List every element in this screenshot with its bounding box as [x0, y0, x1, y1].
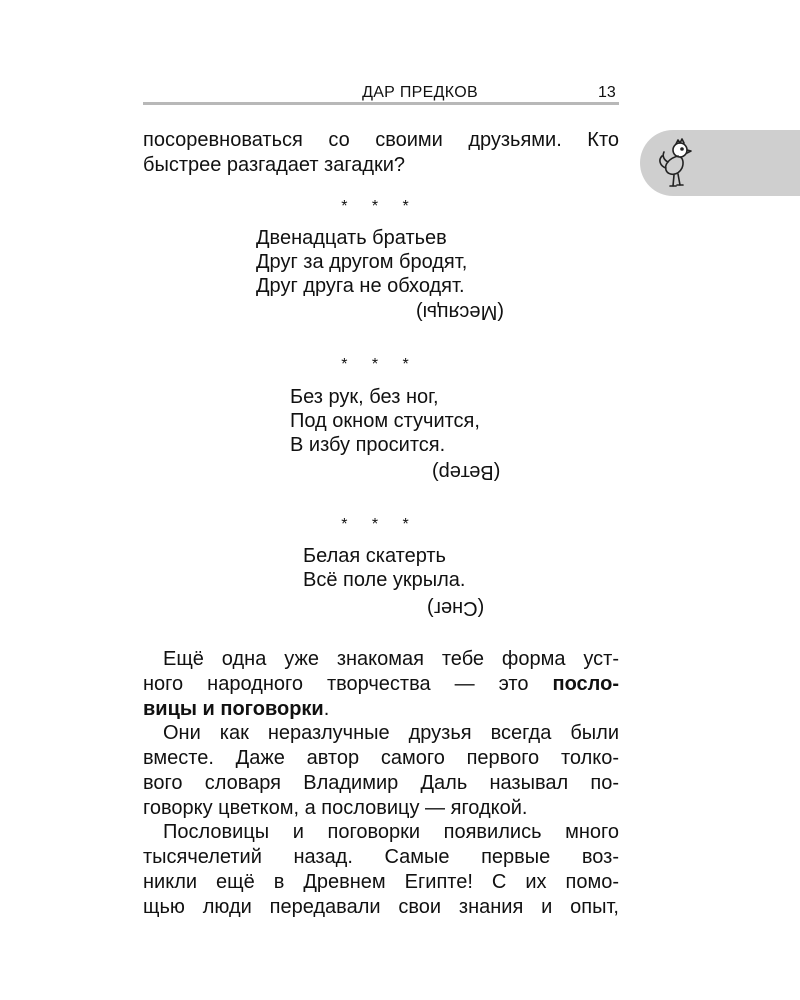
paragraph-3-line-2: тысячелетий назад. Самые первые воз- [143, 846, 619, 868]
paragraph-3-line-1: Пословицы и поговорки появились много [163, 821, 619, 843]
riddle-2-line-3: В избу просится. [290, 434, 446, 456]
intro-line-1: посоревноваться со своими друзьями. Кто [143, 129, 619, 151]
paragraph-2-line-4: говорку цветком, а пословицу — ягодкой. [143, 797, 528, 819]
side-tab [640, 130, 800, 196]
paragraph-1-period: . [323, 698, 330, 720]
riddle-1-line-3: Друг друга не обходят. [256, 275, 465, 297]
paragraph-2-line-2: вместе. Даже автор самого первого толко- [143, 747, 619, 769]
riddle-separator: * * * [341, 198, 419, 215]
page-number: 13 [598, 84, 616, 101]
riddle-3-line-2: Всё поле укрыла. [303, 569, 466, 591]
paragraph-2-line-3: вого словаря Владимир Даль называл по- [143, 772, 619, 794]
header-divider [143, 102, 619, 105]
paragraph-1-bold-term: вицы и поговорки [143, 698, 324, 720]
riddle-separator: * * * [341, 356, 419, 373]
running-header-title: ДАР ПРЕДКОВ [362, 84, 478, 101]
riddle-1-line-2: Друг за другом бродят, [256, 251, 468, 273]
riddle-1-answer: (Месяцы) [416, 301, 504, 323]
paragraph-3-line-3: никли ещё в Древнем Египте! С их помо- [143, 871, 619, 893]
intro-line-2: быстрее разгадает загадки? [143, 154, 406, 176]
rooster-icon [652, 138, 696, 190]
riddle-2-answer: (Ветер) [432, 461, 501, 483]
riddle-separator: * * * [341, 516, 419, 533]
paragraph-2-line-1: Они как неразлучные друзья всегда были [163, 722, 619, 744]
paragraph-1-line-1: Ещё одна уже знакомая тебе форма уст- [163, 648, 619, 670]
riddle-2-line-1: Без рук, без ног, [290, 386, 439, 408]
paragraph-1-bold: посло- [552, 673, 619, 695]
riddle-3-line-1: Белая скатерть [303, 545, 446, 567]
paragraph-1-text: ного народного творчества — это [143, 673, 553, 695]
riddle-2-line-2: Под окном стучится, [290, 410, 480, 432]
paragraph-3-line-4: щью люди передавали свои знания и опыт, [143, 896, 619, 918]
riddle-1-line-1: Двенадцать братьев [256, 227, 447, 249]
paragraph-1-line-3 [143, 697, 619, 721]
riddle-3-answer: (Снег) [427, 597, 485, 619]
paragraph-1-line-2 [143, 672, 619, 696]
